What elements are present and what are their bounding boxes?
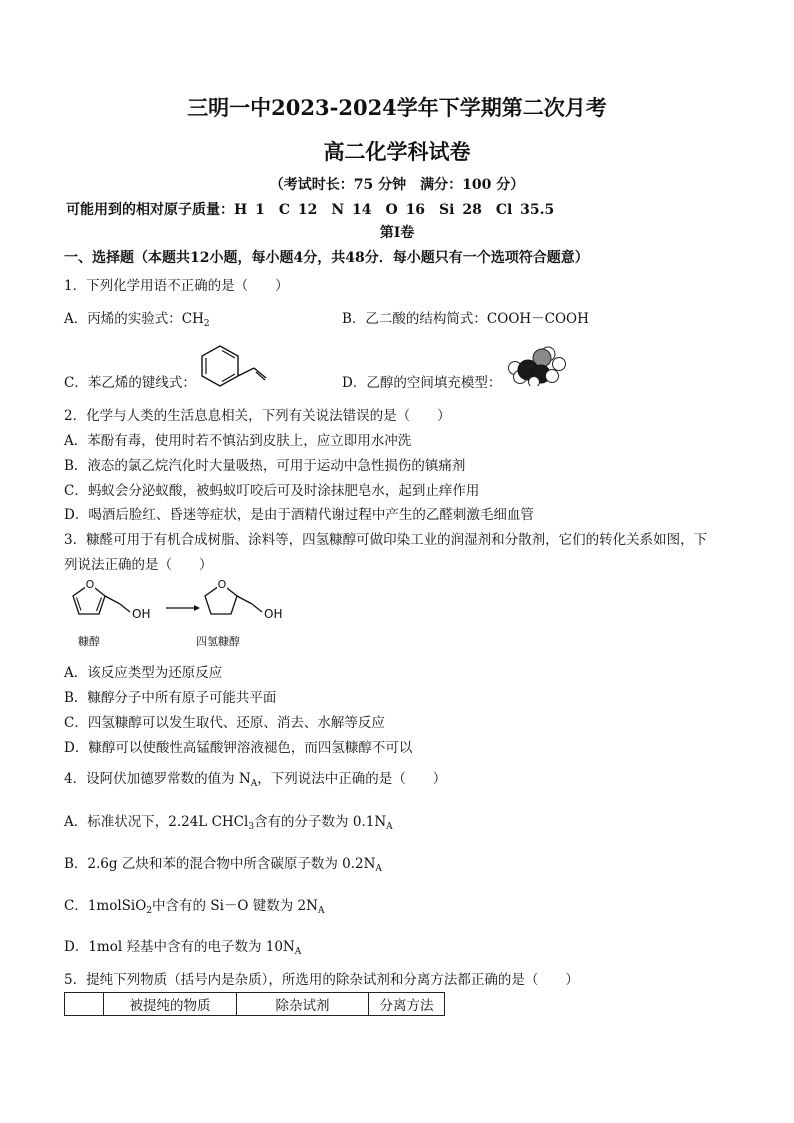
q4-stem-post: ，下列说法中正确的是（ ） xyxy=(257,771,447,787)
q1-option-a-sub: 2 xyxy=(203,319,210,329)
q4-d-sub: A xyxy=(294,947,302,957)
q3-option-c: C．四氢糠醇可以发生取代、还原、消去、水解等反应 xyxy=(64,715,385,731)
q4-stem-pre: 4．设阿伏加德罗常数的值为 N xyxy=(64,771,251,787)
q2-option-b: B．液态的氯乙烷汽化时大量吸热，可用于运动中急性损伤的镇痛剂 xyxy=(64,458,466,474)
q4-option-b xyxy=(64,852,382,874)
q3-left-label: 糠醇 xyxy=(78,635,100,648)
table-header-cell xyxy=(65,993,104,1016)
table-header-cell: 被提纯的物质 xyxy=(104,993,237,1016)
q3-reaction-scheme xyxy=(64,576,304,656)
q1-option-d: D．乙醇的空间填充模型： xyxy=(342,375,502,391)
q5-table xyxy=(64,992,445,1016)
q4-option-c xyxy=(64,894,324,916)
q4-option-a xyxy=(64,810,393,832)
exam-info: （考试时长：75 分钟 满分：100 分） xyxy=(269,177,525,193)
q2-stem: 2．化学与人类的生活息息相关，下列有关说法错误的是（ ） xyxy=(64,408,451,424)
q2-option-a: A．苯酚有毒，使用时若不慎沾到皮肤上，应立即用水冲洗 xyxy=(64,433,412,449)
q3-right-ring-o: O xyxy=(217,578,227,591)
q4-a-sub1: 3 xyxy=(248,822,255,832)
q3-left-ring-o: O xyxy=(85,578,95,591)
q1-option-b: B．乙二酸的结构简式：COOH－COOH xyxy=(342,311,589,327)
q4-d-pre: D．1mol 羟基中含有的电子数为 10N xyxy=(64,939,295,955)
table-header-row xyxy=(65,993,445,1016)
table-header-cell: 除杂试剂 xyxy=(237,993,369,1016)
q4-a-sub2: A xyxy=(386,822,393,832)
q4-a-pre: A．标准状况下，2.24L CHCl xyxy=(64,814,249,830)
q4-c-mid: 中含有的 Si－O 键数为 2N xyxy=(152,898,318,914)
q4-b-sub: A xyxy=(375,864,382,874)
exam-title: 三明一中2023-2024学年下学期第二次月考 xyxy=(187,95,607,120)
q4-c-pre: C．1molSiO xyxy=(64,898,147,914)
q4-stem xyxy=(64,767,446,789)
ethanol-space-filling-model xyxy=(506,344,568,386)
q3-right-label: 四氢糠醇 xyxy=(196,635,240,648)
q2-option-c: C．蚂蚁会分泌蚁酸，被蚂蚁叮咬后可及时涂抹肥皂水，起到止痒作用 xyxy=(64,483,480,499)
q3-stem-line2: 列说法正确的是（ ） xyxy=(64,557,213,573)
q3-option-a: A．该反应类型为还原反应 xyxy=(64,665,223,681)
section-title: 一、选择题（本题共12小题，每小题4分，共48分．每小题只有一个选项符合题意） xyxy=(64,250,589,266)
q1-stem: 1．下列化学用语不正确的是（ ） xyxy=(64,278,289,294)
styrene-structure xyxy=(196,342,276,390)
tetrahydrofurfuryl-alcohol-structure xyxy=(196,578,282,648)
table-header-cell: 分离方法 xyxy=(369,993,445,1016)
q4-c-sub2: A xyxy=(317,906,325,916)
q5-stem: 5．提纯下列物质（括号内是杂质），所选用的除杂试剂和分离方法都正确的是（ ） xyxy=(64,972,579,988)
q4-option-d xyxy=(64,935,301,957)
q3-left-oh: OH xyxy=(132,607,151,621)
q4-stem-sub: A xyxy=(250,779,258,789)
atomic-masses: 可能用到的相对原子质量：H 1 C 12 N 14 O 16 Si 28 Cl 35.5 xyxy=(66,202,555,218)
q3-stem-line1: 3．糠醛可用于有机合成树脂、涂料等，四氢糠醇可做印染工业的润湿剂和分散剂，它们的转化关系如图，下 xyxy=(64,532,708,548)
volume-label: 第Ⅰ卷 xyxy=(379,225,415,241)
q3-option-b: B．糠醇分子中所有原子可能共平面 xyxy=(64,690,277,706)
q4-a-mid: 含有的分子数为 0.1N xyxy=(254,814,387,830)
q3-option-d: D．糠醇可以使酸性高锰酸钾溶液褪色，而四氢糠醇不可以 xyxy=(64,740,413,756)
q1-option-a-text: A．丙烯的实验式：CH xyxy=(64,311,204,327)
q2-option-d: D．喝酒后脸红、昏迷等症状，是由于酒精代谢过程中产生的乙醛刺激毛细血管 xyxy=(64,507,534,523)
q1-option-c: C．苯乙烯的键线式： xyxy=(64,375,196,391)
q3-right-oh: OH xyxy=(264,607,283,621)
q4-c-sub1: 2 xyxy=(146,906,153,916)
q4-b-pre: B．2.6g 乙炔和苯的混合物中所含碳原子数为 0.2N xyxy=(64,856,376,872)
furfuryl-alcohol-structure xyxy=(73,578,150,648)
q1-option-a xyxy=(64,307,210,329)
reaction-arrow xyxy=(166,605,200,611)
exam-subtitle: 高二化学科试卷 xyxy=(323,139,471,164)
